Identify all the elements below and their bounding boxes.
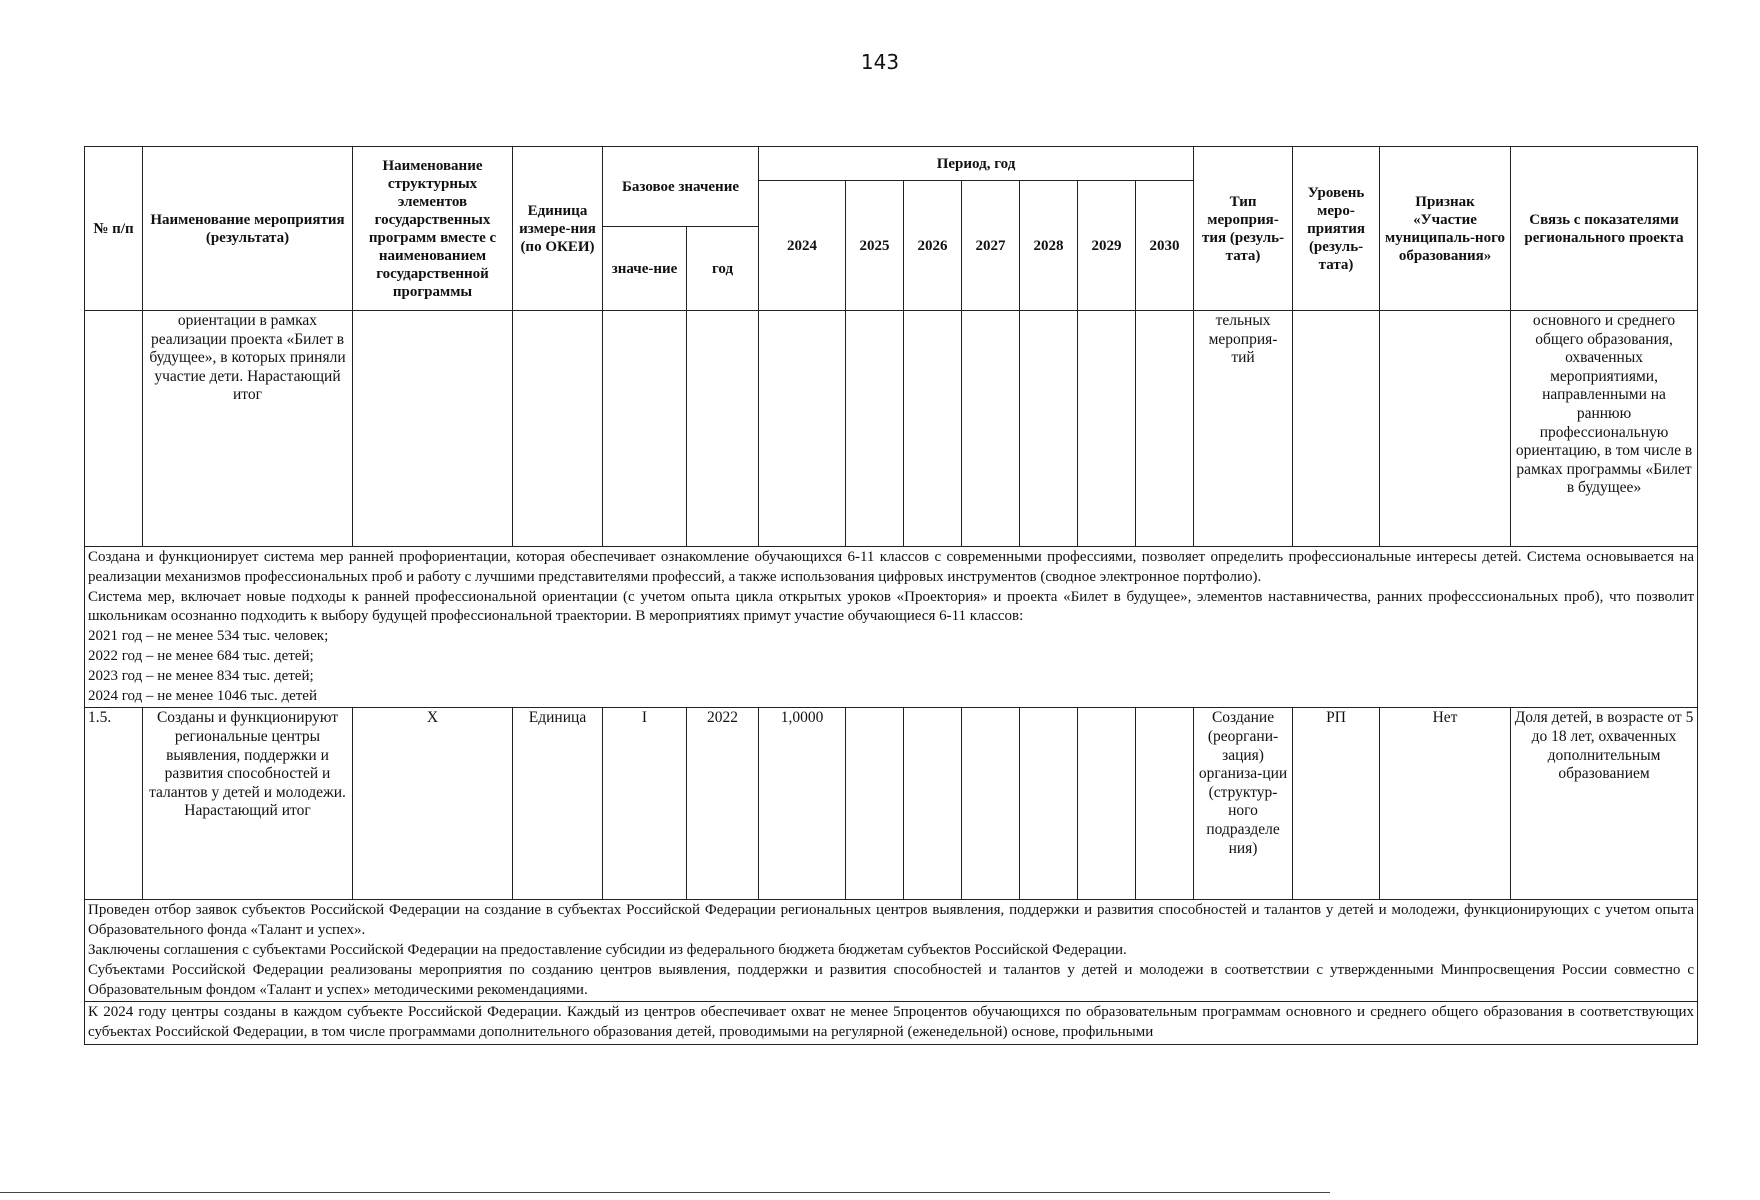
cell-link: основного и среднего общего образования, охваченных мероприятиями, направленными на раннюю профессиональную ориентацию, в том числе в рамках программы «Билет в будущее»	[1511, 311, 1698, 547]
cell-2030	[1136, 311, 1194, 547]
bottom-rule	[0, 1192, 1330, 1193]
cell-type: Создание (реоргани-зация) организа-ции (структур-ного подразделе ния)	[1194, 708, 1293, 900]
header-year-2024: 2024	[759, 181, 846, 311]
cell-2024	[759, 311, 846, 547]
header-type: Тип мероприя-тия (резуль-тата)	[1194, 147, 1293, 311]
header-year-2026: 2026	[904, 181, 962, 311]
note-row	[85, 1002, 1698, 1045]
cell-base-value	[603, 311, 687, 547]
cell-2028	[1020, 311, 1078, 547]
header-link: Связь с показателями регионального проекта	[1511, 147, 1698, 311]
cell-2029	[1078, 311, 1136, 547]
header-base-value: значе-ние	[603, 227, 687, 311]
header-year-2029: 2029	[1078, 181, 1136, 311]
cell-link: Доля детей, в возрасте от 5 до 18 лет, охваченных дополнительным образованием	[1511, 708, 1698, 900]
note-paragraph: Создана и функционирует система мер ранней профориентации, которая обеспечивает ознакомление обучающихся 6-11 классов с современными профессиями, позволяет определить профессиональные интересы детей. Система основывается на реализации механизмов профессиональных проб и работу с лучшими представителями профессий, а также использования цифровых инструментов (сводное электронное портфолио).	[88, 549, 1695, 585]
header-year-2027: 2027	[962, 181, 1020, 311]
note-paragraph: 2024 год – не менее 1046 тыс. детей	[88, 687, 317, 704]
cell-structural: X	[353, 708, 513, 900]
header-base-year: год	[687, 227, 759, 311]
note-paragraph: Система мер, включает новые подходы к ранней профессиональной ориентации (с учетом опыта цикла открытых уроков «Проектория» и проекта «Билет в будущее», элементов наставничества, ранних професссиональных проб), что позволит школьникам осознанно подходить к выбору будущей профессиональной траектории. В мероприятиях примут участие обучающиеся 6-11 классов:	[88, 588, 1695, 625]
note-paragraph: Заключены соглашения с субъектами Российской Федерации на предоставление субсидии из федерального бюджета бюджетам субъектов Российской Федерации.	[88, 941, 1127, 958]
header-year-2030: 2030	[1136, 181, 1194, 311]
page-number: 143	[860, 50, 900, 74]
cell-2029	[1078, 708, 1136, 900]
header-municipal: Признак «Участие муниципаль-ного образования»	[1380, 147, 1511, 311]
cell-2026	[904, 708, 962, 900]
cell-level	[1293, 311, 1380, 547]
header-period: Период, год	[759, 147, 1194, 181]
cell-name: Созданы и функционируют региональные центры выявления, поддержки и развития способностей и талантов у детей и молодежи. Нарастающий итог	[143, 708, 353, 900]
cell-base-year	[687, 311, 759, 547]
cell-level: РП	[1293, 708, 1380, 900]
cell-municipal: Нет	[1380, 708, 1511, 900]
header-year-2028: 2028	[1020, 181, 1078, 311]
note-text	[85, 547, 1698, 708]
table-row	[85, 311, 1698, 547]
cell-2027	[962, 311, 1020, 547]
cell-num: 1.5.	[85, 708, 143, 900]
note-text	[85, 1002, 1698, 1045]
cell-2024: 1,0000	[759, 708, 846, 900]
header-row-1	[85, 147, 1698, 181]
cell-2027	[962, 708, 1020, 900]
cell-unit: Единица	[513, 708, 603, 900]
note-paragraph: Субъектами Российской Федерации реализованы мероприятия по созданию центров выявления, поддержки и развития способностей и талантов у детей и молодежи в соответствии с утвержденными Минпросвещения России совместно с Образовательным фондом «Талант и успех» методическими рекомендациями.	[88, 961, 1695, 998]
cell-2028	[1020, 708, 1078, 900]
cell-base-value: I	[603, 708, 687, 900]
header-num: № п/п	[85, 147, 143, 311]
header-base: Базовое значение	[603, 147, 759, 227]
header-structural: Наименование структурных элементов государственных программ вместе с наименованием государственной программы	[353, 147, 513, 311]
note-paragraph: 2022 год – не менее 684 тыс. детей;	[88, 647, 314, 664]
cell-base-year: 2022	[687, 708, 759, 900]
note-row	[85, 900, 1698, 1002]
note-text	[85, 900, 1698, 1002]
cell-unit	[513, 311, 603, 547]
note-paragraph: 2021 год – не менее 534 тыс. человек;	[88, 628, 329, 645]
header-name: Наименование мероприятия (результата)	[143, 147, 353, 311]
note-paragraph: Проведен отбор заявок субъектов Российской Федерации на создание в субъектах Российской Федерации региональных центров выявления, поддержки и развития способностей и талантов у детей и молодежи, функционирующих с учетом опыта Образовательного фонда «Талант и успех».	[88, 902, 1695, 939]
cell-num	[85, 311, 143, 547]
table-row	[85, 708, 1698, 900]
header-unit: Единица измере-ния (по ОКЕИ)	[513, 147, 603, 311]
cell-structural	[353, 311, 513, 547]
cell-type: тельных мероприя-тий	[1194, 311, 1293, 547]
note-paragraph: К 2024 году центры созданы в каждом субъекте Российской Федерации. Каждый из центров обеспечивает охват не менее 5процентов обучающихся по образовательным программам основного и среднего общего образования в соответствующих субъектах Российской Федерации, в том числе программами дополнительного образования детей, проводимыми на регулярной (еженедельной) основе, профильными	[88, 1004, 1695, 1041]
note-row	[85, 547, 1698, 708]
cell-2025	[846, 311, 904, 547]
note-paragraph: 2023 год – не менее 834 тыс. детей;	[88, 667, 314, 684]
cell-municipal	[1380, 311, 1511, 547]
cell-name: ориентации в рамках реализации проекта «Билет в будущее», в которых приняли участие дети. Нарастающий итог	[143, 311, 353, 547]
header-year-2025: 2025	[846, 181, 904, 311]
cell-2026	[904, 311, 962, 547]
header-level: Уровень меро-приятия (резуль-тата)	[1293, 147, 1380, 311]
activities-table	[84, 146, 1698, 1045]
cell-2030	[1136, 708, 1194, 900]
cell-2025	[846, 708, 904, 900]
